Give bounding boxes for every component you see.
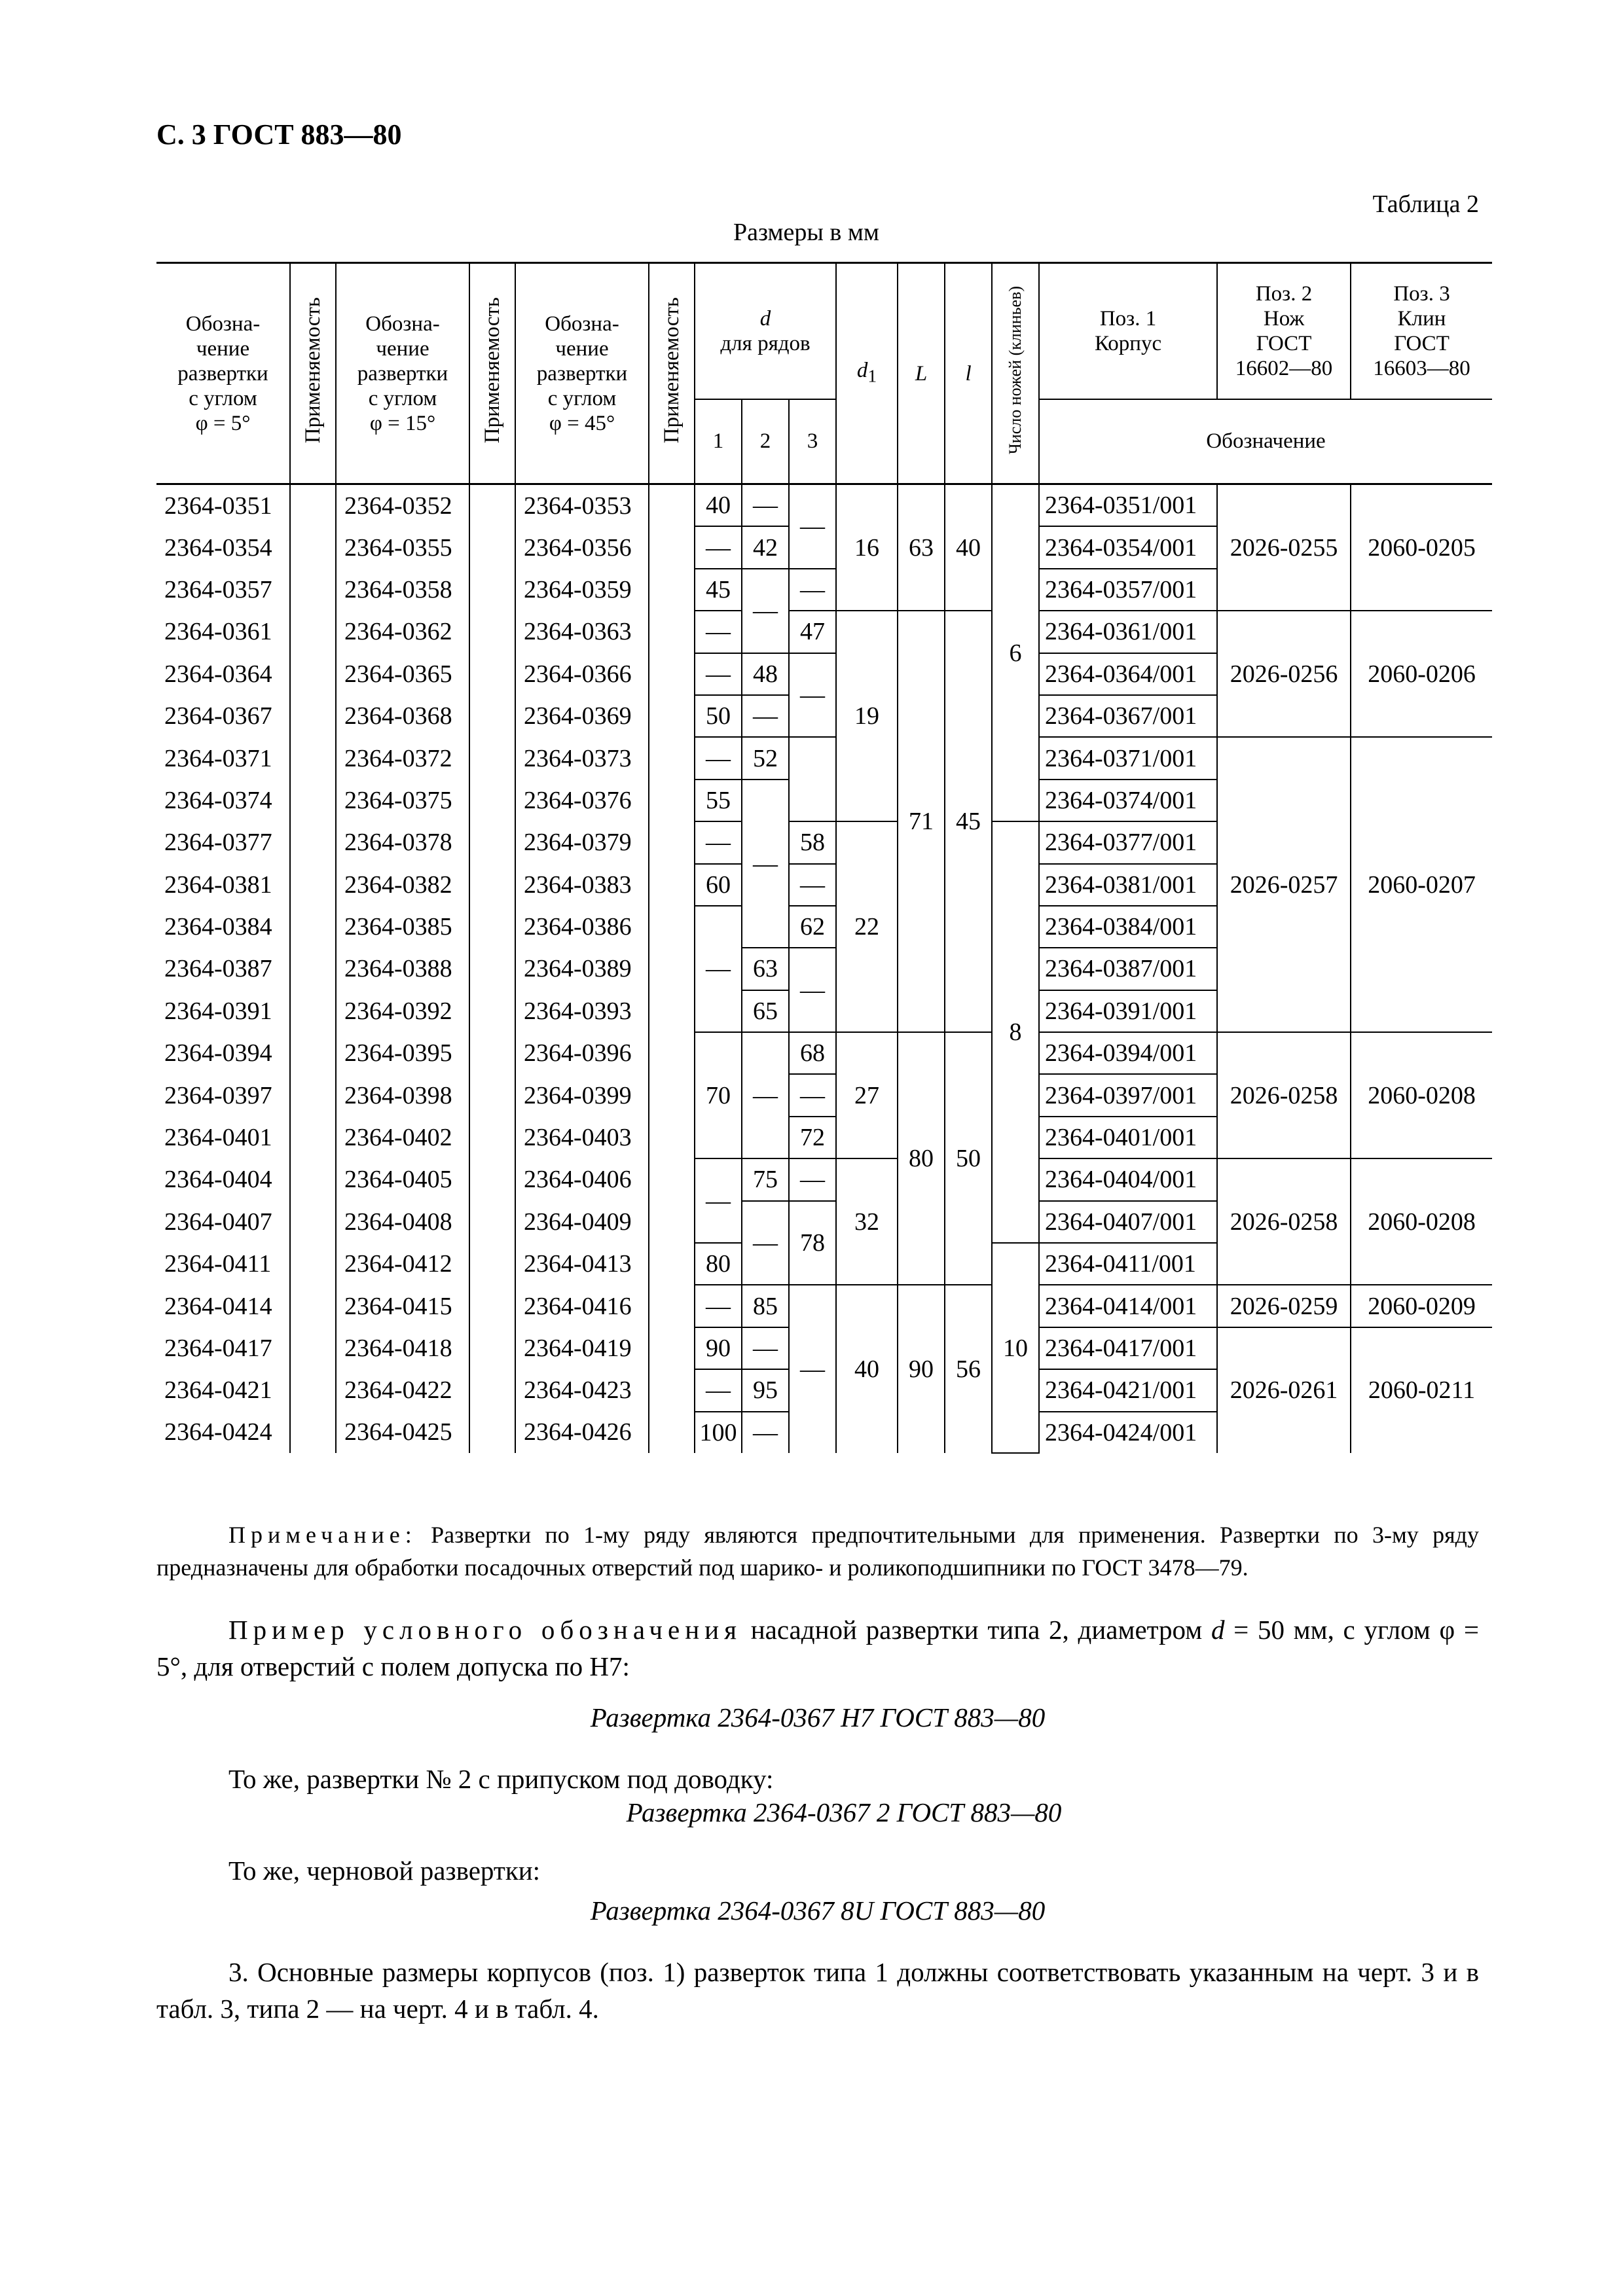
applicability-cell xyxy=(649,990,695,1032)
body-code-cell: 2364-0364/001 xyxy=(1039,653,1217,695)
d-row2-cell: — xyxy=(742,1412,789,1453)
applicability-cell xyxy=(469,695,515,737)
body-code-cell: 2364-0404/001 xyxy=(1039,1158,1217,1200)
applicability-cell xyxy=(469,653,515,695)
applicability-cell xyxy=(290,1327,336,1369)
d-row3-cell: — xyxy=(789,1074,836,1116)
table-row xyxy=(156,611,1492,653)
d-row3-cell: — xyxy=(789,1285,836,1453)
d-row1-cell: 60 xyxy=(695,864,742,906)
code-15deg-cell: 2364-0368 xyxy=(336,695,469,737)
code-15deg-cell: 2364-0372 xyxy=(336,737,469,779)
d-row1-cell: 80 xyxy=(695,1243,742,1285)
same-no2-paragraph: То же, развертки № 2 с припуском под доводку: xyxy=(228,1764,774,1794)
d-row2-cell: — xyxy=(742,1032,789,1158)
code-5deg-cell: 2364-0357 xyxy=(156,569,290,611)
d-row3-cell: 47 xyxy=(789,611,836,653)
header-code-5deg: Обозна- чение развертки с углом φ = 5° xyxy=(156,263,290,484)
applicability-cell xyxy=(469,990,515,1032)
code-5deg-cell: 2364-0371 xyxy=(156,737,290,779)
code-15deg-cell: 2364-0405 xyxy=(336,1158,469,1200)
applicability-cell xyxy=(649,821,695,863)
d-row1-cell: — xyxy=(695,611,742,653)
applicability-cell xyxy=(469,1285,515,1327)
body-code-cell: 2364-0371/001 xyxy=(1039,737,1217,779)
code-15deg-cell: 2364-0415 xyxy=(336,1285,469,1327)
code-15deg-cell: 2364-0412 xyxy=(336,1243,469,1285)
header-code-15deg: Обозна- чение развертки с углом φ = 15° xyxy=(336,263,469,484)
body-code-cell: 2364-0351/001 xyxy=(1039,484,1217,527)
code-15deg-cell: 2364-0358 xyxy=(336,569,469,611)
applicability-cell xyxy=(469,1243,515,1285)
clause-3: 3. Основные размеры корпусов (поз. 1) разверток типа 1 должны соответствовать указанным на черт. 3 и в табл. 3, типа 2 — на черт. 4 и в табл. 4. xyxy=(156,1957,1479,2024)
d-row3-cell: 78 xyxy=(789,1201,836,1285)
applicability-cell xyxy=(290,653,336,695)
d-row1-cell: 45 xyxy=(695,569,742,611)
header-applicability: Применяемость xyxy=(290,263,336,484)
code-45deg-cell: 2364-0399 xyxy=(515,1074,649,1116)
l-cell: 40 xyxy=(945,484,992,611)
header-d1: $d_1$ xyxy=(836,263,898,484)
d-row3-cell: — xyxy=(789,1158,836,1200)
header-applicability: Применяемость xyxy=(649,263,695,484)
d-row1-cell: 90 xyxy=(695,1327,742,1369)
code-45deg-cell: 2364-0406 xyxy=(515,1158,649,1200)
units-label: Размеры в мм xyxy=(733,219,879,246)
code-5deg-cell: 2364-0367 xyxy=(156,695,290,737)
code-45deg-cell: 2364-0363 xyxy=(515,611,649,653)
table-label: Таблица 2 xyxy=(1372,190,1479,218)
code-45deg-cell: 2364-0369 xyxy=(515,695,649,737)
body-code-cell: 2364-0384/001 xyxy=(1039,906,1217,948)
applicability-cell xyxy=(649,1285,695,1327)
note-label: Примечание: xyxy=(228,1522,417,1548)
body-code-cell: 2364-0407/001 xyxy=(1039,1201,1217,1243)
L-cell: 90 xyxy=(898,1285,945,1453)
applicability-cell xyxy=(290,1158,336,1200)
d-row3-cell: 72 xyxy=(789,1117,836,1158)
body-code-cell: 2364-0411/001 xyxy=(1039,1243,1217,1285)
applicability-cell xyxy=(469,1074,515,1116)
body-code-cell: 2364-0417/001 xyxy=(1039,1327,1217,1369)
wedge-code-cell: 2060-0209 xyxy=(1351,1285,1492,1327)
table-note xyxy=(156,1518,1479,1584)
header-pos1: Поз. 1 Корпус xyxy=(1039,263,1217,399)
reamer-table xyxy=(156,262,1492,1454)
applicability-cell xyxy=(290,1074,336,1116)
applicability-cell xyxy=(290,1117,336,1158)
header-l: l xyxy=(945,263,992,484)
l-cell: 45 xyxy=(945,611,992,1032)
d-row1-cell: 100 xyxy=(695,1412,742,1453)
code-5deg-cell: 2364-0394 xyxy=(156,1032,290,1074)
example-label: Пример условного обозначения xyxy=(228,1615,742,1645)
applicability-cell xyxy=(649,611,695,653)
applicability-cell xyxy=(469,484,515,527)
applicability-cell xyxy=(649,1032,695,1074)
applicability-cell xyxy=(649,526,695,568)
body-code-cell: 2364-0377/001 xyxy=(1039,821,1217,863)
wedge-code-cell: 2060-0208 xyxy=(1351,1032,1492,1158)
d-row2-cell: — xyxy=(742,780,789,948)
d-row2-cell: — xyxy=(742,484,789,527)
code-5deg-cell: 2364-0414 xyxy=(156,1285,290,1327)
L-cell: 80 xyxy=(898,1032,945,1285)
code-5deg-cell: 2364-0401 xyxy=(156,1117,290,1158)
code-15deg-cell: 2364-0395 xyxy=(336,1032,469,1074)
table-row xyxy=(156,484,1492,527)
applicability-cell xyxy=(469,1369,515,1411)
d-row2-cell: — xyxy=(742,1201,789,1285)
applicability-cell xyxy=(469,1201,515,1243)
code-15deg-cell: 2364-0365 xyxy=(336,653,469,695)
code-45deg-cell: 2364-0383 xyxy=(515,864,649,906)
body-code-cell: 2364-0354/001 xyxy=(1039,526,1217,568)
l-cell: 56 xyxy=(945,1285,992,1453)
applicability-cell xyxy=(649,864,695,906)
code-5deg-cell: 2364-0354 xyxy=(156,526,290,568)
applicability-cell xyxy=(290,1201,336,1243)
example-text-1: насадной развертки типа 2, диаметром xyxy=(741,1615,1211,1645)
page-header: С. 3 ГОСТ 883—80 xyxy=(156,118,402,151)
code-45deg-cell: 2364-0416 xyxy=(515,1285,649,1327)
applicability-cell xyxy=(290,906,336,948)
L-cell: 71 xyxy=(898,611,945,1032)
body-code-cell: 2364-0414/001 xyxy=(1039,1285,1217,1327)
applicability-cell xyxy=(649,780,695,821)
code-15deg-cell: 2364-0418 xyxy=(336,1327,469,1369)
d-row2-cell: — xyxy=(742,695,789,737)
code-15deg-cell: 2364-0402 xyxy=(336,1117,469,1158)
code-15deg-cell: 2364-0388 xyxy=(336,948,469,990)
code-45deg-cell: 2364-0366 xyxy=(515,653,649,695)
applicability-cell xyxy=(649,906,695,948)
body-code-cell: 2364-0357/001 xyxy=(1039,569,1217,611)
knives-cell: 8 xyxy=(992,821,1039,1243)
d-row2-cell: 85 xyxy=(742,1285,789,1327)
d-row2-cell: 65 xyxy=(742,990,789,1032)
code-45deg-cell: 2364-0353 xyxy=(515,484,649,527)
d-row3-cell: 62 xyxy=(789,906,836,948)
d-row3-cell xyxy=(789,737,836,821)
body-code-cell: 2364-0394/001 xyxy=(1039,1032,1217,1074)
applicability-cell xyxy=(649,1158,695,1200)
code-15deg-cell: 2364-0355 xyxy=(336,526,469,568)
applicability-cell xyxy=(649,948,695,990)
applicability-cell xyxy=(290,821,336,863)
code-45deg-cell: 2364-0373 xyxy=(515,737,649,779)
applicability-cell xyxy=(290,948,336,990)
header-row-1: 1 xyxy=(695,399,742,484)
applicability-cell xyxy=(290,780,336,821)
wedge-code-cell: 2060-0205 xyxy=(1351,484,1492,611)
body-code-cell: 2364-0381/001 xyxy=(1039,864,1217,906)
code-5deg-cell: 2364-0361 xyxy=(156,611,290,653)
designation-example-3: Развертка 2364-0367 8U ГОСТ 883—80 xyxy=(590,1895,1046,1926)
d1-cell: 32 xyxy=(836,1158,898,1285)
code-5deg-cell: 2364-0387 xyxy=(156,948,290,990)
applicability-cell xyxy=(469,821,515,863)
code-15deg-cell: 2364-0352 xyxy=(336,484,469,527)
d-row2-cell: 42 xyxy=(742,526,789,568)
d1-cell: 27 xyxy=(836,1032,898,1158)
applicability-cell xyxy=(290,1285,336,1327)
applicability-cell xyxy=(649,1201,695,1243)
applicability-cell xyxy=(290,1369,336,1411)
wedge-code-cell: 2060-0207 xyxy=(1351,737,1492,1032)
note-text: Развертки по 1-му ряду являются предпочтительными для применения. Развертки по 3-му ряду предназначены для обработки посадочных отверстий под шарико- и роликоподшипники по ГОСТ 3478—79. xyxy=(156,1522,1479,1581)
body-code-cell: 2364-0374/001 xyxy=(1039,780,1217,821)
applicability-cell xyxy=(290,864,336,906)
code-45deg-cell: 2364-0389 xyxy=(515,948,649,990)
applicability-cell xyxy=(290,1032,336,1074)
applicability-cell xyxy=(649,1327,695,1369)
applicability-cell xyxy=(469,1327,515,1369)
d-row3-cell: — xyxy=(789,948,836,1032)
table-row xyxy=(156,1032,1492,1074)
knife-code-cell: 2026-0258 xyxy=(1217,1032,1351,1158)
applicability-cell xyxy=(469,1032,515,1074)
body-code-cell: 2364-0401/001 xyxy=(1039,1117,1217,1158)
applicability-cell xyxy=(290,526,336,568)
d-row2-cell: 95 xyxy=(742,1369,789,1411)
d-row3-cell: — xyxy=(789,864,836,906)
applicability-cell xyxy=(649,484,695,527)
code-45deg-cell: 2364-0403 xyxy=(515,1117,649,1158)
applicability-cell xyxy=(649,1369,695,1411)
applicability-cell xyxy=(290,990,336,1032)
applicability-cell xyxy=(469,737,515,779)
d1-cell: 40 xyxy=(836,1285,898,1453)
designation-example-paragraph xyxy=(156,1611,1479,1685)
code-5deg-cell: 2364-0377 xyxy=(156,821,290,863)
code-5deg-cell: 2364-0417 xyxy=(156,1327,290,1369)
code-5deg-cell: 2364-0364 xyxy=(156,653,290,695)
code-5deg-cell: 2364-0411 xyxy=(156,1243,290,1285)
code-15deg-cell: 2364-0362 xyxy=(336,611,469,653)
knives-cell: 10 xyxy=(992,1243,1039,1453)
d-row2-cell: 63 xyxy=(742,948,789,990)
example-d-symbol: d xyxy=(1211,1615,1225,1645)
code-15deg-cell: 2364-0422 xyxy=(336,1369,469,1411)
applicability-cell xyxy=(649,653,695,695)
header-L: L xyxy=(898,263,945,484)
code-5deg-cell: 2364-0397 xyxy=(156,1074,290,1116)
d-row3-cell: 58 xyxy=(789,821,836,863)
table-row xyxy=(156,1158,1492,1200)
code-5deg-cell: 2364-0424 xyxy=(156,1412,290,1453)
code-15deg-cell: 2364-0425 xyxy=(336,1412,469,1453)
knife-code-cell: 2026-0255 xyxy=(1217,484,1351,611)
code-5deg-cell: 2364-0407 xyxy=(156,1201,290,1243)
code-5deg-cell: 2364-0381 xyxy=(156,864,290,906)
d-row1-cell: — xyxy=(695,653,742,695)
d-row1-cell: — xyxy=(695,821,742,863)
header-code-45deg: Обозна- чение развертки с углом φ = 45° xyxy=(515,263,649,484)
header-pos2: Поз. 2 Нож ГОСТ 16602—80 xyxy=(1217,263,1351,399)
code-15deg-cell: 2364-0378 xyxy=(336,821,469,863)
body-code-cell: 2364-0424/001 xyxy=(1039,1412,1217,1453)
wedge-code-cell: 2060-0206 xyxy=(1351,611,1492,737)
d-row3-cell: — xyxy=(789,653,836,738)
d-row3-cell: — xyxy=(789,569,836,611)
l-cell: 50 xyxy=(945,1032,992,1285)
L-cell: 63 xyxy=(898,484,945,611)
applicability-cell xyxy=(649,1074,695,1116)
applicability-cell xyxy=(649,1243,695,1285)
d1-cell: 22 xyxy=(836,821,898,1032)
code-15deg-cell: 2364-0382 xyxy=(336,864,469,906)
applicability-cell xyxy=(649,737,695,779)
header-pos3: Поз. 3 Клин ГОСТ 16603—80 xyxy=(1351,263,1492,399)
applicability-cell xyxy=(469,1117,515,1158)
code-45deg-cell: 2364-0396 xyxy=(515,1032,649,1074)
applicability-cell xyxy=(469,611,515,653)
d-row2-cell: — xyxy=(742,569,789,653)
header-knives: Число ножей (клиньев) xyxy=(992,263,1039,484)
applicability-cell xyxy=(469,780,515,821)
d-row1-cell: — xyxy=(695,737,742,779)
d1-cell: 19 xyxy=(836,611,898,821)
applicability-cell xyxy=(649,1412,695,1453)
wedge-code-cell: 2060-0208 xyxy=(1351,1158,1492,1285)
code-15deg-cell: 2364-0385 xyxy=(336,906,469,948)
body-code-cell: 2364-0367/001 xyxy=(1039,695,1217,737)
designation-example-1: Развертка 2364-0367 Н7 ГОСТ 883—80 xyxy=(590,1702,1046,1732)
wedge-code-cell: 2060-0211 xyxy=(1351,1327,1492,1453)
code-5deg-cell: 2364-0374 xyxy=(156,780,290,821)
same-rough-paragraph: То же, черновой развертки: xyxy=(228,1856,541,1886)
code-15deg-cell: 2364-0398 xyxy=(336,1074,469,1116)
code-5deg-cell: 2364-0404 xyxy=(156,1158,290,1200)
applicability-cell xyxy=(290,737,336,779)
code-5deg-cell: 2364-0391 xyxy=(156,990,290,1032)
applicability-cell xyxy=(290,484,336,527)
header-row-2: 2 xyxy=(742,399,789,484)
applicability-cell xyxy=(469,948,515,990)
code-45deg-cell: 2364-0423 xyxy=(515,1369,649,1411)
body-code-cell: 2364-0397/001 xyxy=(1039,1074,1217,1116)
d-row1-cell: — xyxy=(695,526,742,568)
code-5deg-cell: 2364-0421 xyxy=(156,1369,290,1411)
applicability-cell xyxy=(649,569,695,611)
knife-code-cell: 2026-0258 xyxy=(1217,1158,1351,1285)
code-45deg-cell: 2364-0379 xyxy=(515,821,649,863)
table-row xyxy=(156,1285,1492,1327)
applicability-cell xyxy=(469,569,515,611)
knife-code-cell: 2026-0257 xyxy=(1217,737,1351,1032)
code-45deg-cell: 2364-0356 xyxy=(515,526,649,568)
d-row2-cell: 52 xyxy=(742,737,789,779)
d1-cell: 16 xyxy=(836,484,898,611)
d-row2-cell: — xyxy=(742,1327,789,1369)
code-45deg-cell: 2364-0409 xyxy=(515,1201,649,1243)
d-row2-cell: 75 xyxy=(742,1158,789,1200)
header-applicability: Применяемость xyxy=(469,263,515,484)
d-row1-cell: — xyxy=(695,1285,742,1327)
d-row1-cell: 50 xyxy=(695,695,742,737)
applicability-cell xyxy=(290,569,336,611)
knife-code-cell: 2026-0256 xyxy=(1217,611,1351,737)
code-15deg-cell: 2364-0408 xyxy=(336,1201,469,1243)
code-45deg-cell: 2364-0386 xyxy=(515,906,649,948)
body-code-cell: 2364-0391/001 xyxy=(1039,990,1217,1032)
body-code-cell: 2364-0361/001 xyxy=(1039,611,1217,653)
knives-cell: 6 xyxy=(992,484,1039,822)
code-45deg-cell: 2364-0359 xyxy=(515,569,649,611)
applicability-cell xyxy=(469,1412,515,1453)
code-45deg-cell: 2364-0426 xyxy=(515,1412,649,1453)
knife-code-cell: 2026-0259 xyxy=(1217,1285,1351,1327)
example-text-2: = 50 мм, с углом φ = 5°, для отверстий с полем допуска по Н7: xyxy=(156,1615,1480,1681)
d-row1-cell: 40 xyxy=(695,484,742,527)
header-designation: Обозначение xyxy=(1039,399,1492,484)
code-45deg-cell: 2364-0419 xyxy=(515,1327,649,1369)
code-15deg-cell: 2364-0392 xyxy=(336,990,469,1032)
body-code-cell: 2364-0421/001 xyxy=(1039,1369,1217,1411)
header-row-3: 3 xyxy=(789,399,836,484)
designation-example-2: Развертка 2364-0367 2 ГОСТ 883—80 xyxy=(626,1797,1062,1827)
applicability-cell xyxy=(290,1243,336,1285)
d-row1-cell: — xyxy=(695,1158,742,1243)
header-d-rows: d для рядов xyxy=(695,263,836,399)
d-row1-cell: — xyxy=(695,906,742,1032)
code-5deg-cell: 2364-0384 xyxy=(156,906,290,948)
applicability-cell xyxy=(290,611,336,653)
body-code-cell: 2364-0387/001 xyxy=(1039,948,1217,990)
applicability-cell xyxy=(649,1117,695,1158)
knife-code-cell: 2026-0261 xyxy=(1217,1327,1351,1453)
applicability-cell xyxy=(290,1412,336,1453)
d-row1-cell: — xyxy=(695,1369,742,1411)
d-row3-cell: 68 xyxy=(789,1032,836,1074)
d-row1-cell: 55 xyxy=(695,780,742,821)
code-5deg-cell: 2364-0351 xyxy=(156,484,290,527)
applicability-cell xyxy=(649,695,695,737)
code-45deg-cell: 2364-0376 xyxy=(515,780,649,821)
d-row1-cell: 70 xyxy=(695,1032,742,1158)
table-row xyxy=(156,737,1492,779)
code-45deg-cell: 2364-0393 xyxy=(515,990,649,1032)
code-15deg-cell: 2364-0375 xyxy=(336,780,469,821)
d-row2-cell: 48 xyxy=(742,653,789,695)
d-row3-cell: — xyxy=(789,484,836,569)
applicability-cell xyxy=(469,526,515,568)
code-45deg-cell: 2364-0413 xyxy=(515,1243,649,1285)
applicability-cell xyxy=(469,1158,515,1200)
applicability-cell xyxy=(469,864,515,906)
applicability-cell xyxy=(290,695,336,737)
applicability-cell xyxy=(469,906,515,948)
